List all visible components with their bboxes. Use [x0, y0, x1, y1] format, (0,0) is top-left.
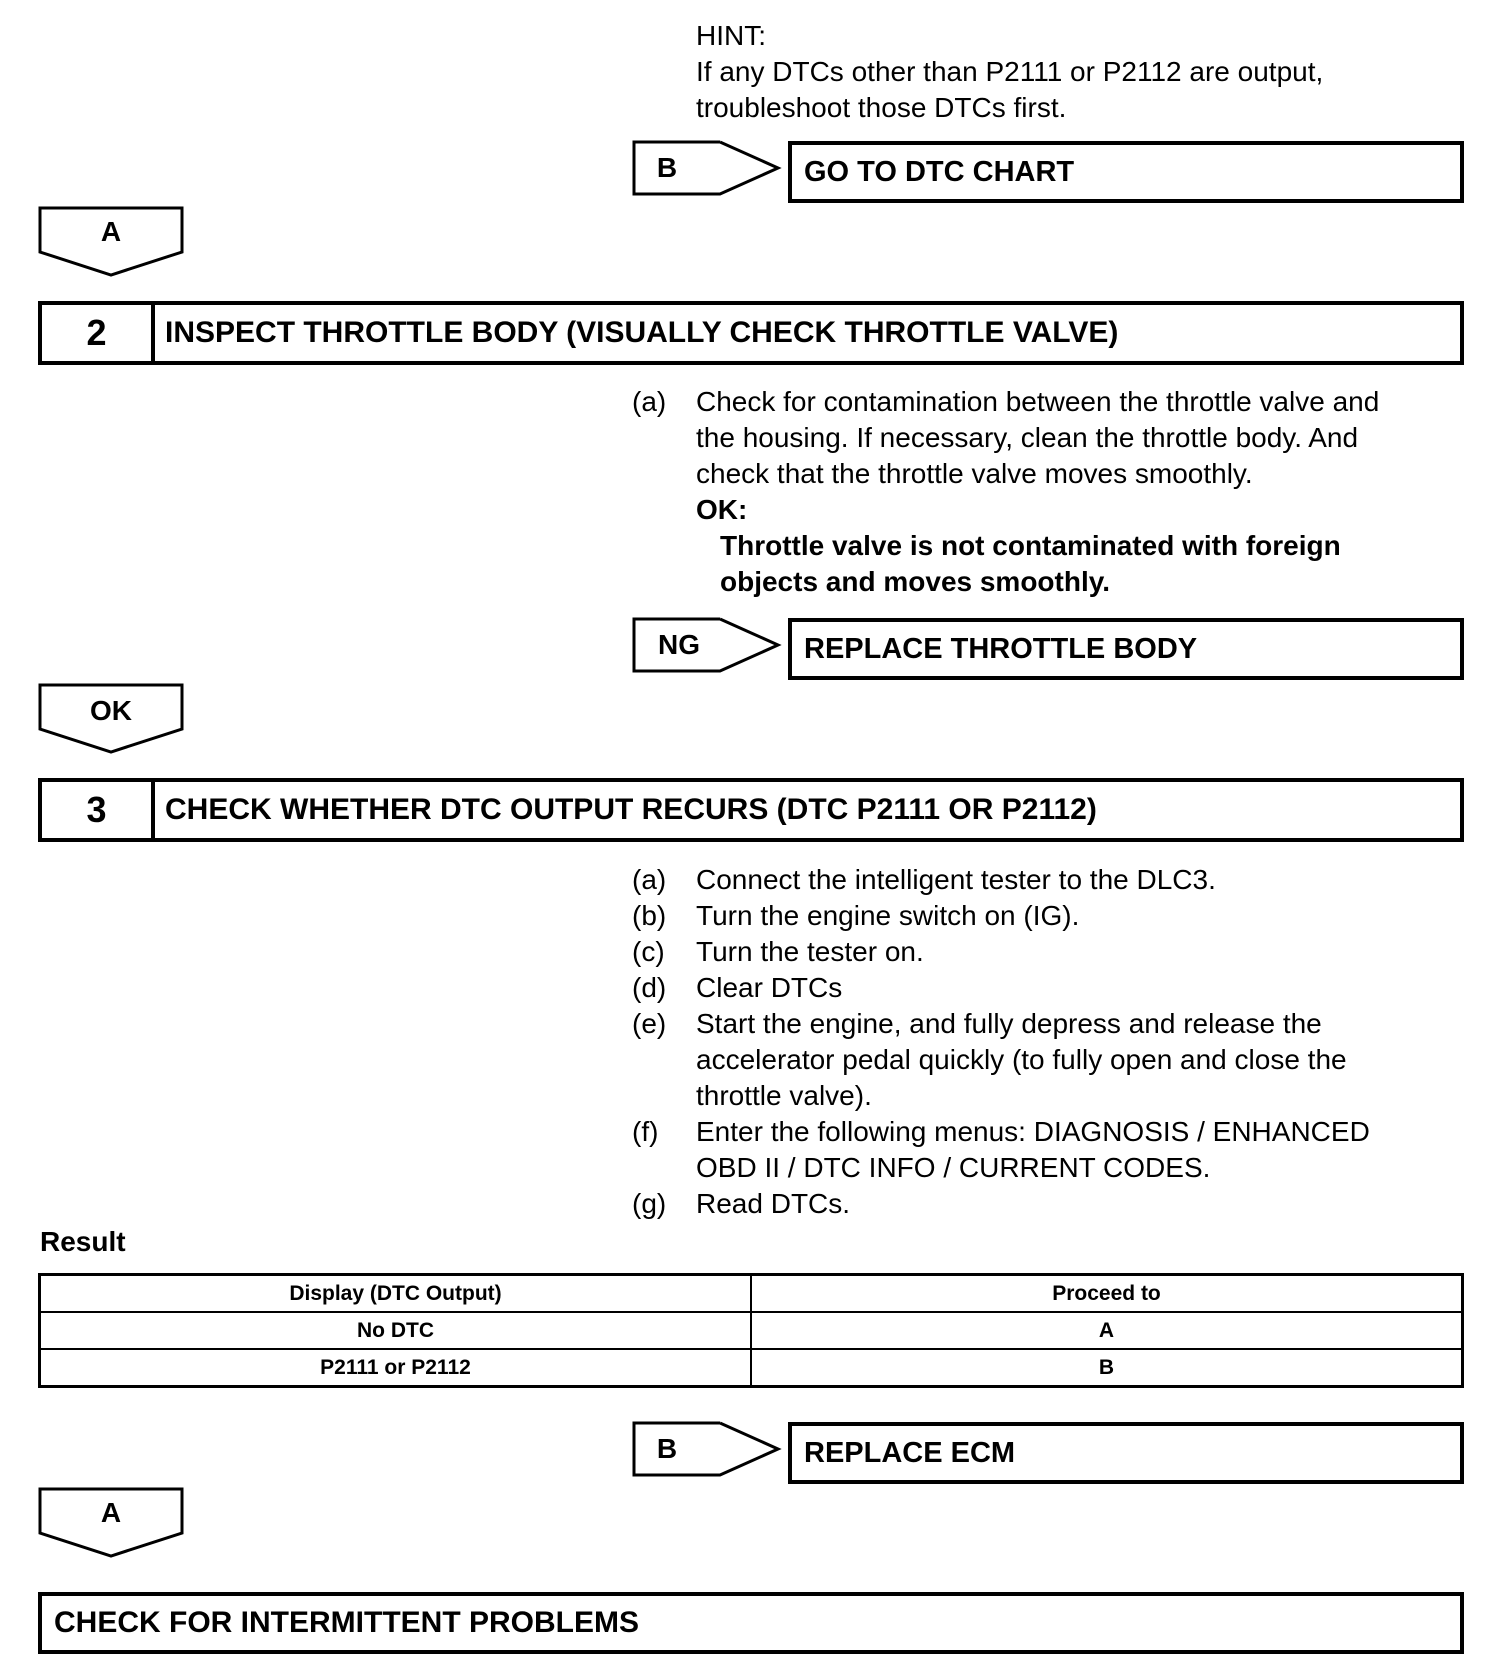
- ok-criteria-line-1: Throttle valve is not contaminated with foreign: [720, 530, 1341, 561]
- column-header: Proceed to: [751, 1275, 1463, 1313]
- step-3-item-d-marker: (d): [632, 972, 667, 1003]
- step-3-item-f-marker: (f): [632, 1116, 659, 1147]
- step-3-item-d-text: Clear DTCs: [696, 972, 843, 1003]
- column-header: Display (DTC Output): [40, 1275, 752, 1313]
- step-3-item-e-marker: (e): [632, 1008, 667, 1039]
- step-2-item-a-marker: (a): [632, 386, 667, 417]
- check-intermittent-problems-box: CHECK FOR INTERMITTENT PROBLEMS: [38, 1592, 1464, 1654]
- step-2-header: [38, 301, 1464, 365]
- branch-tag-label: B: [656, 1433, 678, 1464]
- table-cell: B: [751, 1349, 1463, 1387]
- table-row: [40, 1349, 1463, 1387]
- result-table: [38, 1273, 1464, 1388]
- step-2-item-a-line-3: check that the throttle valve moves smoothly.: [696, 458, 1253, 489]
- down-arrow-tag-ok: [38, 683, 184, 755]
- step-3-item-e-line-3: throttle valve).: [696, 1080, 872, 1111]
- branch-tag-label: NG: [658, 629, 700, 660]
- step-2-item-a-line-2: the housing. If necessary, clean the throttle body. And: [696, 422, 1359, 453]
- step-3-item-a-marker: (a): [632, 864, 667, 895]
- step-3-item-e-line-2: accelerator pedal quickly (to fully open and close the: [696, 1044, 1347, 1075]
- step-3-item-b-marker: (b): [632, 900, 667, 931]
- replace-ecm-box: REPLACE ECM: [788, 1422, 1464, 1484]
- step-3-item-e-line-1: Start the engine, and fully depress and release the: [696, 1008, 1322, 1039]
- step-3-item-g-text: Read DTCs.: [696, 1188, 851, 1219]
- result-heading: Result: [40, 1226, 126, 1257]
- table-row: [40, 1312, 1463, 1349]
- step-3-item-b-text: Turn the engine switch on (IG).: [696, 900, 1080, 931]
- step-3-item-c-text: Turn the tester on.: [696, 936, 924, 967]
- step-2-item-a-line-1: Check for contamination between the throttle valve and: [696, 386, 1380, 417]
- step-3-item-f-line-2: OBD II / DTC INFO / CURRENT CODES.: [696, 1152, 1211, 1183]
- branch-ng-arrow-tag: [632, 617, 782, 675]
- table-cell: No DTC: [40, 1312, 752, 1349]
- step-number: 2: [42, 305, 155, 361]
- table-cell: A: [751, 1312, 1463, 1349]
- down-arrow-tag-a: [38, 1487, 184, 1559]
- step-number: 3: [42, 782, 155, 838]
- table-header-row: [40, 1275, 1463, 1313]
- step-3-item-f-line-1: Enter the following menus: DIAGNOSIS / ENHANCED: [696, 1116, 1370, 1147]
- down-tag-label: A: [100, 1497, 122, 1528]
- step-title: CHECK WHETHER DTC OUTPUT RECURS (DTC P2111 OR P2112): [165, 793, 1097, 826]
- replace-throttle-body-box: REPLACE THROTTLE BODY: [788, 618, 1464, 680]
- hint-label: HINT:: [696, 20, 766, 51]
- down-tag-label: OK: [90, 695, 132, 726]
- down-arrow-tag-a: [38, 206, 184, 278]
- step-3-item-c-marker: (c): [632, 936, 665, 967]
- hint-text-line-1: If any DTCs other than P2111 or P2112 are output,: [696, 56, 1324, 87]
- ok-criteria-line-2: objects and moves smoothly.: [720, 566, 1111, 597]
- branch-b-arrow-tag: [632, 1421, 782, 1479]
- branch-b-arrow-tag: [632, 140, 782, 198]
- branch-tag-label: B: [656, 152, 678, 183]
- step-3-item-g-marker: (g): [632, 1188, 667, 1219]
- step-3-header: [38, 778, 1464, 842]
- ok-label: OK:: [696, 494, 748, 525]
- step-title: INSPECT THROTTLE BODY (VISUALLY CHECK THROTTLE VALVE): [165, 316, 1119, 349]
- go-to-dtc-chart-box: GO TO DTC CHART: [788, 141, 1464, 203]
- table-cell: P2111 or P2112: [40, 1349, 752, 1387]
- hint-text-line-2: troubleshoot those DTCs first.: [696, 92, 1067, 123]
- down-tag-label: A: [100, 216, 122, 247]
- step-3-item-a-text: Connect the intelligent tester to the DLC3.: [696, 864, 1216, 895]
